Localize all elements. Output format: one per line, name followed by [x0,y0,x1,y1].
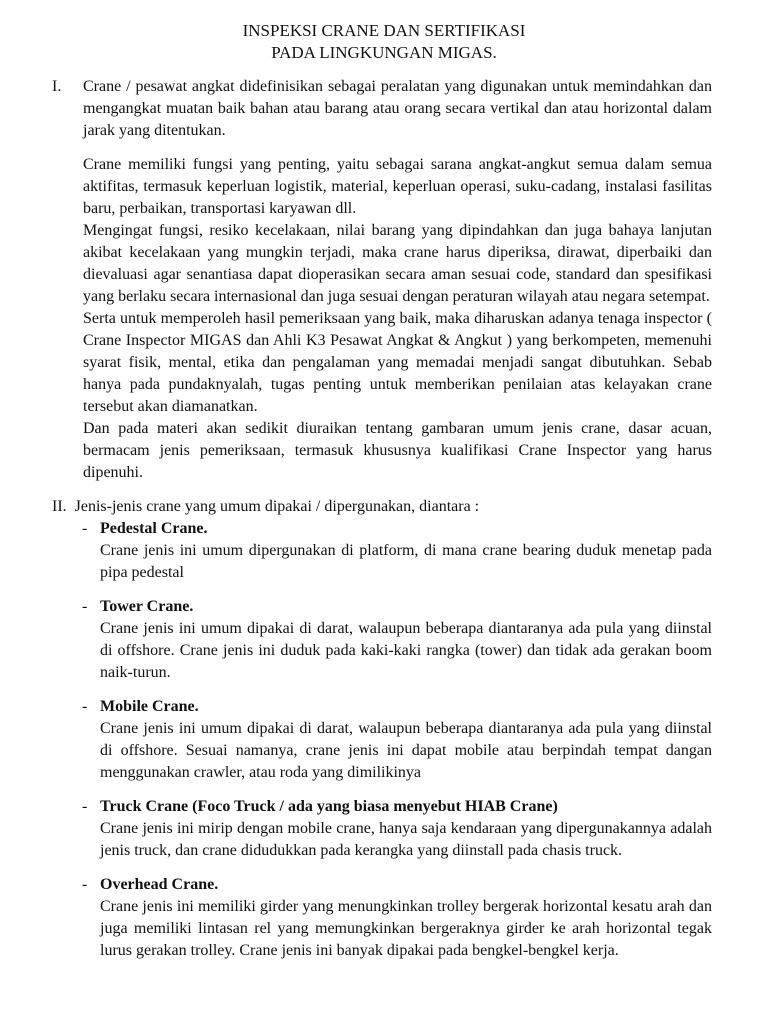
section-1-paragraph-function: Crane memiliki fungsi yang penting, yaitu sebagai sarana angkat-angkut semua dalam semua aktifitas, termasuk keperluan logistik, material, keperluan operasi, suku-cadang, instalasi fasilitas baru, perbaikan, transportasi karyawan dll. [83,156,712,217]
list-item-content [100,874,712,962]
list-item-content [100,518,712,584]
section-1 [52,76,712,484]
section-2-intro-text: Jenis-jenis crane yang umum dipakai / dipergunakan, diantara : [74,498,480,515]
title-line-2: PADA LINGKUNGAN MIGAS. [271,43,497,62]
document-title [0,20,768,64]
list-item-title: Pedestal Crane. [100,520,208,537]
list-item-description: Crane jenis ini mirip dengan mobile crane, hanya saja kendaraan yang dipergunakannya adalah jenis truck, dan crane didudukkan pada kerangka yang diinstall pada chasis truck. [100,820,712,859]
section-1-number: I. [52,78,62,95]
list-bullet: - [82,876,88,893]
list-item-content [100,696,712,784]
list-item-title: Overhead Crane. [100,876,219,893]
section-1-paragraph-definition: Crane / pesawat angkat didefinisikan sebagai peralatan yang digunakan untuk memindahkan dan mengangkat muatan baik bahan atau barang atau orang secara vertikal dan atau horizontal dalam jarak yang ditentukan. [83,78,712,139]
list-item-overhead-crane [82,874,712,962]
list-bullet: - [82,698,88,715]
list-item-description: Crane jenis ini umum dipakai di darat, walaupun beberapa diantaranya ada pula yang diinstal di offshore. Crane jenis ini duduk pada kaki-kaki rangka (tower) dan tidak ada gerakan boom naik-turun. [100,620,712,681]
list-item-content [100,596,712,684]
list-item-mobile-crane [82,696,712,784]
section-1-paragraph-inspector: Serta untuk memperoleh hasil pemeriksaan yang baik, maka diharuskan adanya tenaga inspector ( Crane Inspector MIGAS dan Ahli K3 Pesawat Angkat & Angkut ) yang berkompeten, memenuhi syarat fisik, mental, etika dan pengalaman yang memadai menjadi sangat dibutuhkan. Sebab hanya pada pundaknyalah, tugas penting untuk memberikan penilaian atas kelayakan crane tersebut akan diamanatkan. [83,310,712,415]
title-line-1: INSPEKSI CRANE DAN SERTIFIKASI [242,21,526,40]
section-1-paragraph-scope: Dan pada materi akan sedikit diuraikan tentang gambaran umum jenis crane, dasar acuan, bermacam jenis pemeriksaan, termasuk khususnya kualifikasi Crane Inspector yang harus dipenuhi. [83,420,712,481]
list-item-description: Crane jenis ini memiliki girder yang menungkinkan trolley bergerak horizontal kesatu arah dan juga memiliki lintasan rel yang memungkinkan bergeraknya girder ke arah horizontal tegak lurus gerakan trolley. Crane jenis ini banyak dipakai pada bengkel-bengkel kerja. [100,898,712,959]
section-2-intro [52,496,712,518]
list-item-title: Mobile Crane. [100,698,199,715]
list-bullet: - [82,598,88,615]
list-item-pedestal-crane [82,518,712,584]
section-2-number: II. [52,498,67,515]
list-item-description: Crane jenis ini umum dipakai di darat, walaupun beberapa diantaranya ada pula yang diinstal di offshore. Sesuai namanya, crane jenis ini dapat mobile atau berpindah tempat dangan menggunakan crawler, atau roda yang dimilikinya [100,720,712,781]
list-item-title: Truck Crane (Foco Truck / ada yang biasa menyebut HIAB Crane) [100,798,558,815]
list-bullet: - [82,798,88,815]
list-item-description: Crane jenis ini umum dipergunakan di platform, di mana crane bearing duduk menetap pada pipa pedestal [100,542,712,581]
list-bullet: - [82,520,88,537]
list-item-tower-crane [82,596,712,684]
list-item-title: Tower Crane. [100,598,194,615]
list-item-truck-crane [82,796,712,862]
section-2 [52,496,712,962]
section-1-paragraph-risk: Mengingat fungsi, resiko kecelakaan, nilai barang yang dipindahkan dan juga bahaya lanjutan akibat kecelakaan yang mungkin terjadi, maka crane harus diperiksa, dirawat, diperbaiki dan dievaluasi agar senantiasa dapat dioperasikan secara aman sesuai code, standard dan spesifikasi yang berlaku secara internasional dan juga sesuai dengan peraturan wilayah atau negara setempat. [83,222,712,305]
list-item-content [100,796,712,862]
section-1-body [83,76,712,484]
